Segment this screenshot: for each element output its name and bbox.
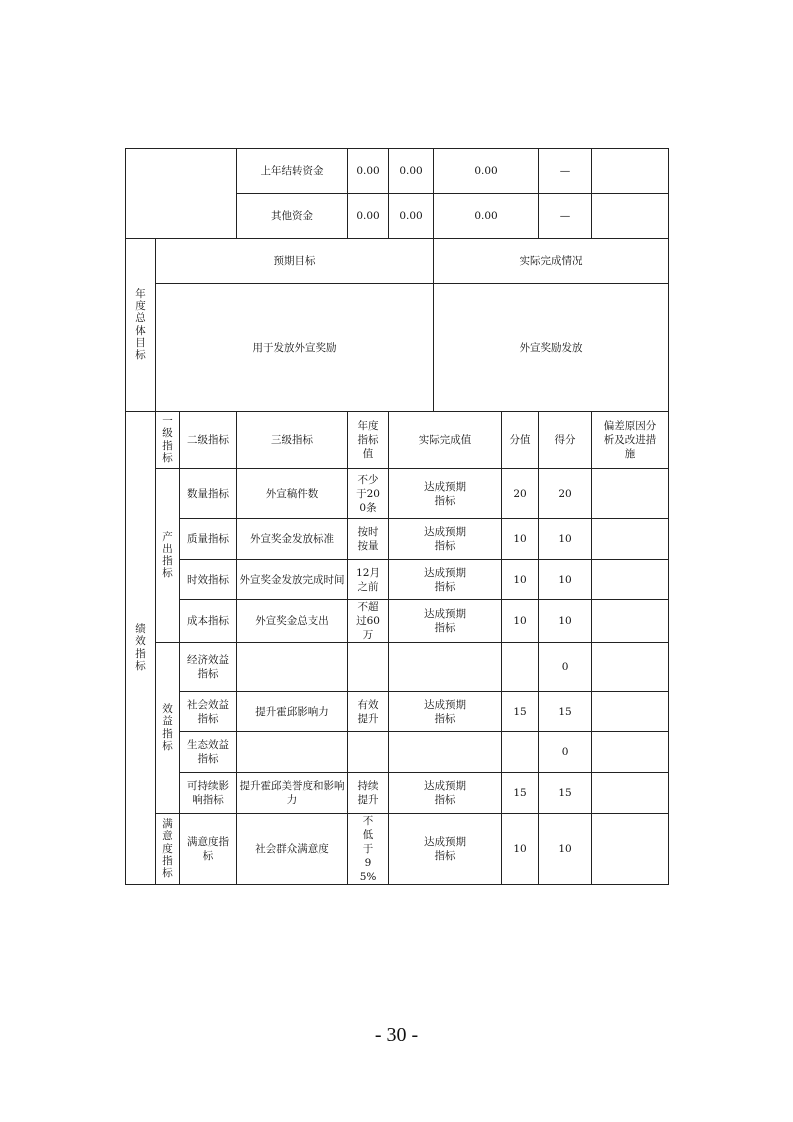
fund-value: — [539,149,592,194]
level1-benefit [156,643,180,814]
target-cell [348,814,389,885]
table-row [126,732,669,773]
table-row [126,773,669,814]
fund-value: 0.00 [434,149,539,194]
fund-value: 0.00 [348,149,389,194]
table-row [126,519,669,560]
actual-cell [389,469,502,519]
level2-cell [180,773,237,814]
header-actual: 实际完成值 [389,412,502,469]
level3-cell: 外宣奖金发放标准 [237,519,348,560]
table-row [126,469,669,519]
score-value-cell: 10 [502,814,539,885]
performance-section-text: 绩效指标 [135,623,146,672]
score-value-cell: 10 [502,519,539,560]
score-value-cell: 20 [502,469,539,519]
deviation-cell [592,560,669,600]
deviation-cell [592,600,669,643]
header-level2: 二级指标 [180,412,237,469]
expected-goal-text: 用于发放外宣奖励 [156,284,434,412]
target-cell [348,692,389,732]
header-level3: 三级指标 [237,412,348,469]
level2-cell: 质量指标 [180,519,237,560]
level3-cell: 提升霍邱影响力 [237,692,348,732]
fund-blank-cell [592,194,669,239]
level2-text: 生态效益指标 [187,739,230,765]
actual-text: 达成预期指标 [424,608,467,634]
header-target-text: 年度指标值 [357,420,379,460]
level1-benefit-text: 效益指标 [162,703,173,752]
target-cell [348,560,389,600]
fund-value: 0.00 [389,149,434,194]
table-row [126,643,669,692]
header-score-value: 分值 [502,412,539,469]
fund-row [126,149,669,194]
score-cell: 15 [539,773,592,814]
level1-satisfaction [156,814,180,885]
actual-cell [389,732,502,773]
page-number: - 30 - [374,1024,419,1046]
actual-cell [389,692,502,732]
fund-value: 0.00 [389,194,434,239]
actual-text: 达成预期指标 [424,526,467,552]
score-value-cell [502,643,539,692]
level2-text: 社会效益指标 [187,698,230,725]
deviation-cell [592,814,669,885]
header-deviation-text: 偏差原因分析及改进措施 [603,420,657,460]
target-text: 不超过60万 [356,601,380,641]
level1-satisfaction-text: 满意度指标 [162,818,173,879]
level1-output-text: 产出指标 [162,530,173,580]
level3-cell: 社会群众满意度 [237,814,348,885]
level3-cell [237,643,348,692]
target-cell [348,773,389,814]
target-text: 有效提升 [357,698,379,725]
actual-goal-text: 外宣奖励发放 [434,284,669,412]
target-text: 持续提升 [357,780,379,806]
table-row [126,560,669,600]
score-cell: 10 [539,560,592,600]
deviation-cell [592,773,669,814]
score-value-cell [502,732,539,773]
score-cell: 0 [539,643,592,692]
table-row [126,692,669,732]
fund-label: 上年结转资金 [237,149,348,194]
score-cell: 20 [539,469,592,519]
target-cell [348,732,389,773]
performance-table [125,148,669,885]
header-target [348,412,389,469]
deviation-cell [592,692,669,732]
target-cell [348,519,389,560]
score-cell: 15 [539,692,592,732]
score-value-cell: 10 [502,560,539,600]
score-cell: 0 [539,732,592,773]
score-value-cell: 15 [502,692,539,732]
header-deviation [592,412,669,469]
level2-cell: 成本指标 [180,600,237,643]
header-score: 得分 [539,412,592,469]
level3-cell: 外宣奖金总支出 [237,600,348,643]
actual-cell [389,643,502,692]
deviation-cell [592,643,669,692]
deviation-cell [592,519,669,560]
actual-cell [389,600,502,643]
actual-text: 达成预期指标 [424,566,467,593]
score-value-cell: 10 [502,600,539,643]
annual-goal-content-row [126,284,669,412]
level2-text: 经济效益指标 [187,654,230,680]
target-text: 按时按量 [357,526,379,552]
level2-cell: 数量指标 [180,469,237,519]
actual-cell [389,519,502,560]
table-row [126,814,669,885]
header-level1-text: 一级指标 [162,415,173,464]
level2-cell [180,732,237,773]
deviation-cell [592,732,669,773]
level2-text: 可持续影响指标 [187,780,230,806]
annual-goal-section-label [126,239,156,412]
target-text: 不少于200条 [356,473,380,514]
table-row [126,600,669,643]
level2-cell [180,692,237,732]
actual-text: 达成预期指标 [424,780,467,806]
annual-goal-header-row [126,239,669,284]
target-cell [348,469,389,519]
fund-blank-cell [592,149,669,194]
score-value-cell: 15 [502,773,539,814]
target-text: 12月之前 [356,566,380,593]
level2-cell [180,643,237,692]
level3-cell: 外宣奖金发放完成时间 [237,560,348,600]
score-cell: 10 [539,600,592,643]
level3-cell [237,732,348,773]
expected-goal-header: 预期目标 [156,239,434,284]
actual-cell [389,560,502,600]
fund-value: 0.00 [434,194,539,239]
fund-value: — [539,194,592,239]
level1-output [156,469,180,643]
target-cell [348,643,389,692]
header-level1 [156,412,180,469]
level2-cell: 时效指标 [180,560,237,600]
target-text: 不低于95% [359,815,377,883]
level3-cell: 提升霍邱美誉度和影响力 [237,773,348,814]
score-cell: 10 [539,814,592,885]
actual-cell [389,773,502,814]
target-cell [348,600,389,643]
actual-text: 达成预期指标 [424,836,467,862]
actual-goal-header: 实际完成情况 [434,239,669,284]
deviation-cell [592,469,669,519]
performance-header-row [126,412,669,469]
score-cell: 10 [539,519,592,560]
actual-cell [389,814,502,885]
level2-text: 满意度指标 [187,836,230,862]
actual-text: 达成预期指标 [424,480,467,507]
fund-label: 其他资金 [237,194,348,239]
level3-cell: 外宣稿件数 [237,469,348,519]
annual-goal-section-text: 年度总体目标 [135,288,146,361]
actual-text: 达成预期指标 [424,698,467,725]
level2-cell [180,814,237,885]
fund-value: 0.00 [348,194,389,239]
performance-section-label [126,412,156,885]
fund-blank-cell [126,149,237,239]
